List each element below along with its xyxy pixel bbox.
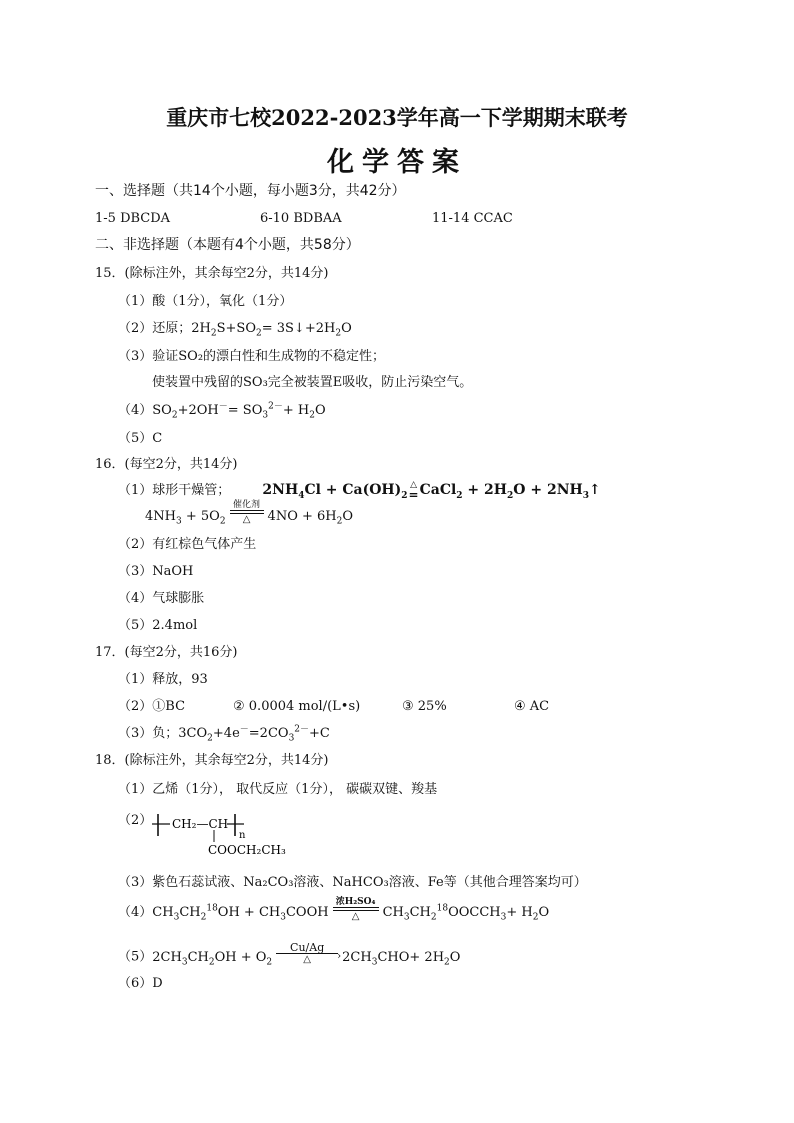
q16-header: 16．(每空2分，共14分) bbox=[95, 457, 238, 472]
q15-part2-label: （2）还原； bbox=[118, 321, 192, 336]
polymer-structure bbox=[150, 812, 290, 860]
heat-symbol: △ bbox=[242, 514, 251, 525]
q16-equation-ammonia-prep: $2NH_4Cl + Ca(OH)_2$ △ = CaCl$_2$ + $2H_2O$ + $2NH_3↑$ bbox=[262, 480, 601, 502]
q18-part4-label: （4） bbox=[118, 905, 153, 920]
q15-part4 bbox=[118, 402, 326, 419]
q17-equation: $3CO_2+4e^-=2CO_3^{2-}+C$ bbox=[178, 724, 330, 744]
answers-6-10: 6-10 BDBAA bbox=[260, 211, 342, 226]
q15-part1: （1）酸（1分），氧化（1分） bbox=[118, 294, 293, 309]
q17-part3-label: （3）负； bbox=[118, 726, 179, 741]
q17-part2d: ④ AC bbox=[514, 699, 550, 714]
heat-symbol: △ bbox=[351, 911, 360, 922]
q16-part5: （5）2.4mol bbox=[118, 618, 198, 633]
polymer-side-chain: COOCH₂CH₃ bbox=[208, 843, 286, 857]
polymer-n: n bbox=[239, 830, 246, 841]
q16-part2: （2）有红棕色气体产生 bbox=[118, 537, 257, 552]
q17-part3 bbox=[118, 725, 330, 742]
heat-symbol: △ bbox=[410, 480, 418, 490]
answers-1-5: 1-5 DBCDA bbox=[95, 211, 171, 226]
page-title: 重庆市七校2022-2023学年高一下学期期末联考 bbox=[166, 105, 628, 130]
q15-equation-2: $2H_2S+SO_2=$ $3S↓+2H_2O$ bbox=[191, 321, 352, 339]
q18-part6: （6）D bbox=[118, 976, 163, 991]
q16-part1 bbox=[118, 480, 601, 500]
conc-sulfuric-label: 浓H₂SO₄ bbox=[335, 897, 376, 907]
answers-11-14: 11-14 CCAC bbox=[432, 211, 513, 226]
q15-part4-label: （4） bbox=[118, 403, 153, 418]
q17-part2b: ② 0.0004 mol/(L•s) bbox=[233, 699, 361, 714]
q18-part5 bbox=[118, 941, 461, 976]
q16-part4: （4）气球膨胀 bbox=[118, 591, 205, 606]
q16-part1-label: （1）球形干燥管； bbox=[118, 483, 231, 498]
heat-symbol: △ bbox=[303, 954, 311, 965]
q15-part3: （3）验证SO₂的漂白性和生成物的不稳定性； bbox=[118, 349, 386, 364]
q16-part3: （3）NaOH bbox=[118, 564, 194, 579]
cu-ag-label: Cu/Ag bbox=[290, 941, 325, 954]
q18-header: 18．(除标注外，其余每空2分，共14分) bbox=[95, 753, 329, 768]
q18-oxidation-equation: $2CH_3CH_2OH + O_2$ Cu/Ag › △ $2CH_3CHO+ 2H_2O$ bbox=[152, 941, 461, 968]
page-subtitle: 化学答案 bbox=[327, 147, 467, 178]
q18-part1: （1）乙烯（1分）， 取代反应（1分）， 碳碳双键、羧基 bbox=[118, 782, 438, 797]
catalyst-label: 催化剂 bbox=[233, 500, 261, 510]
q18-esterification-equation: $CH_3CH_2^{18}OH$ + $CH_3COOH$ 浓H₂SO₄ △ $CH_3CH_2^{18}OOCCH_3+ H_2O$ bbox=[152, 897, 550, 923]
q18-part4 bbox=[118, 897, 550, 930]
q15-part2 bbox=[118, 320, 352, 337]
q18-part3: （3）紫色石蕊试液、Na₂CO₃溶液、NaHCO₃溶液、Fe等（其他合理答案均可） bbox=[118, 875, 587, 890]
q15-part5: （5）C bbox=[118, 431, 163, 446]
section2-heading: 二、非选择题（本题有4个小题，共58分） bbox=[95, 237, 360, 253]
q17-header: 17．(每空2分，共16分) bbox=[95, 645, 238, 660]
q17-part1: （1）释放，93 bbox=[118, 672, 208, 687]
q18-part2-label: （2） bbox=[118, 813, 153, 828]
q15-equation-4: $SO_2+2OH^-= SO_3^{2-}+ H_2O$ bbox=[152, 401, 326, 421]
polymer-main-chain: CH₂—CH bbox=[172, 817, 229, 831]
q16-equation-ammonia-oxidation: $4NH_3 + 5O_2$ 催化剂 △ $4NO + 6H_2O$ bbox=[145, 500, 354, 527]
q17-part2c: ③ 25% bbox=[402, 699, 447, 714]
q17-part2a: （2）①BC bbox=[118, 699, 186, 714]
section1-heading: 一、选择题（共14个小题，每小题3分，共42分） bbox=[95, 183, 406, 199]
q15-header: 15．(除标注外，其余每空2分，共14分) bbox=[95, 266, 329, 281]
q18-part5-label: （5） bbox=[118, 949, 153, 965]
q15-part3b: 使装置中残留的SO₃完全被装置E吸收，防止污染空气。 bbox=[152, 375, 473, 390]
